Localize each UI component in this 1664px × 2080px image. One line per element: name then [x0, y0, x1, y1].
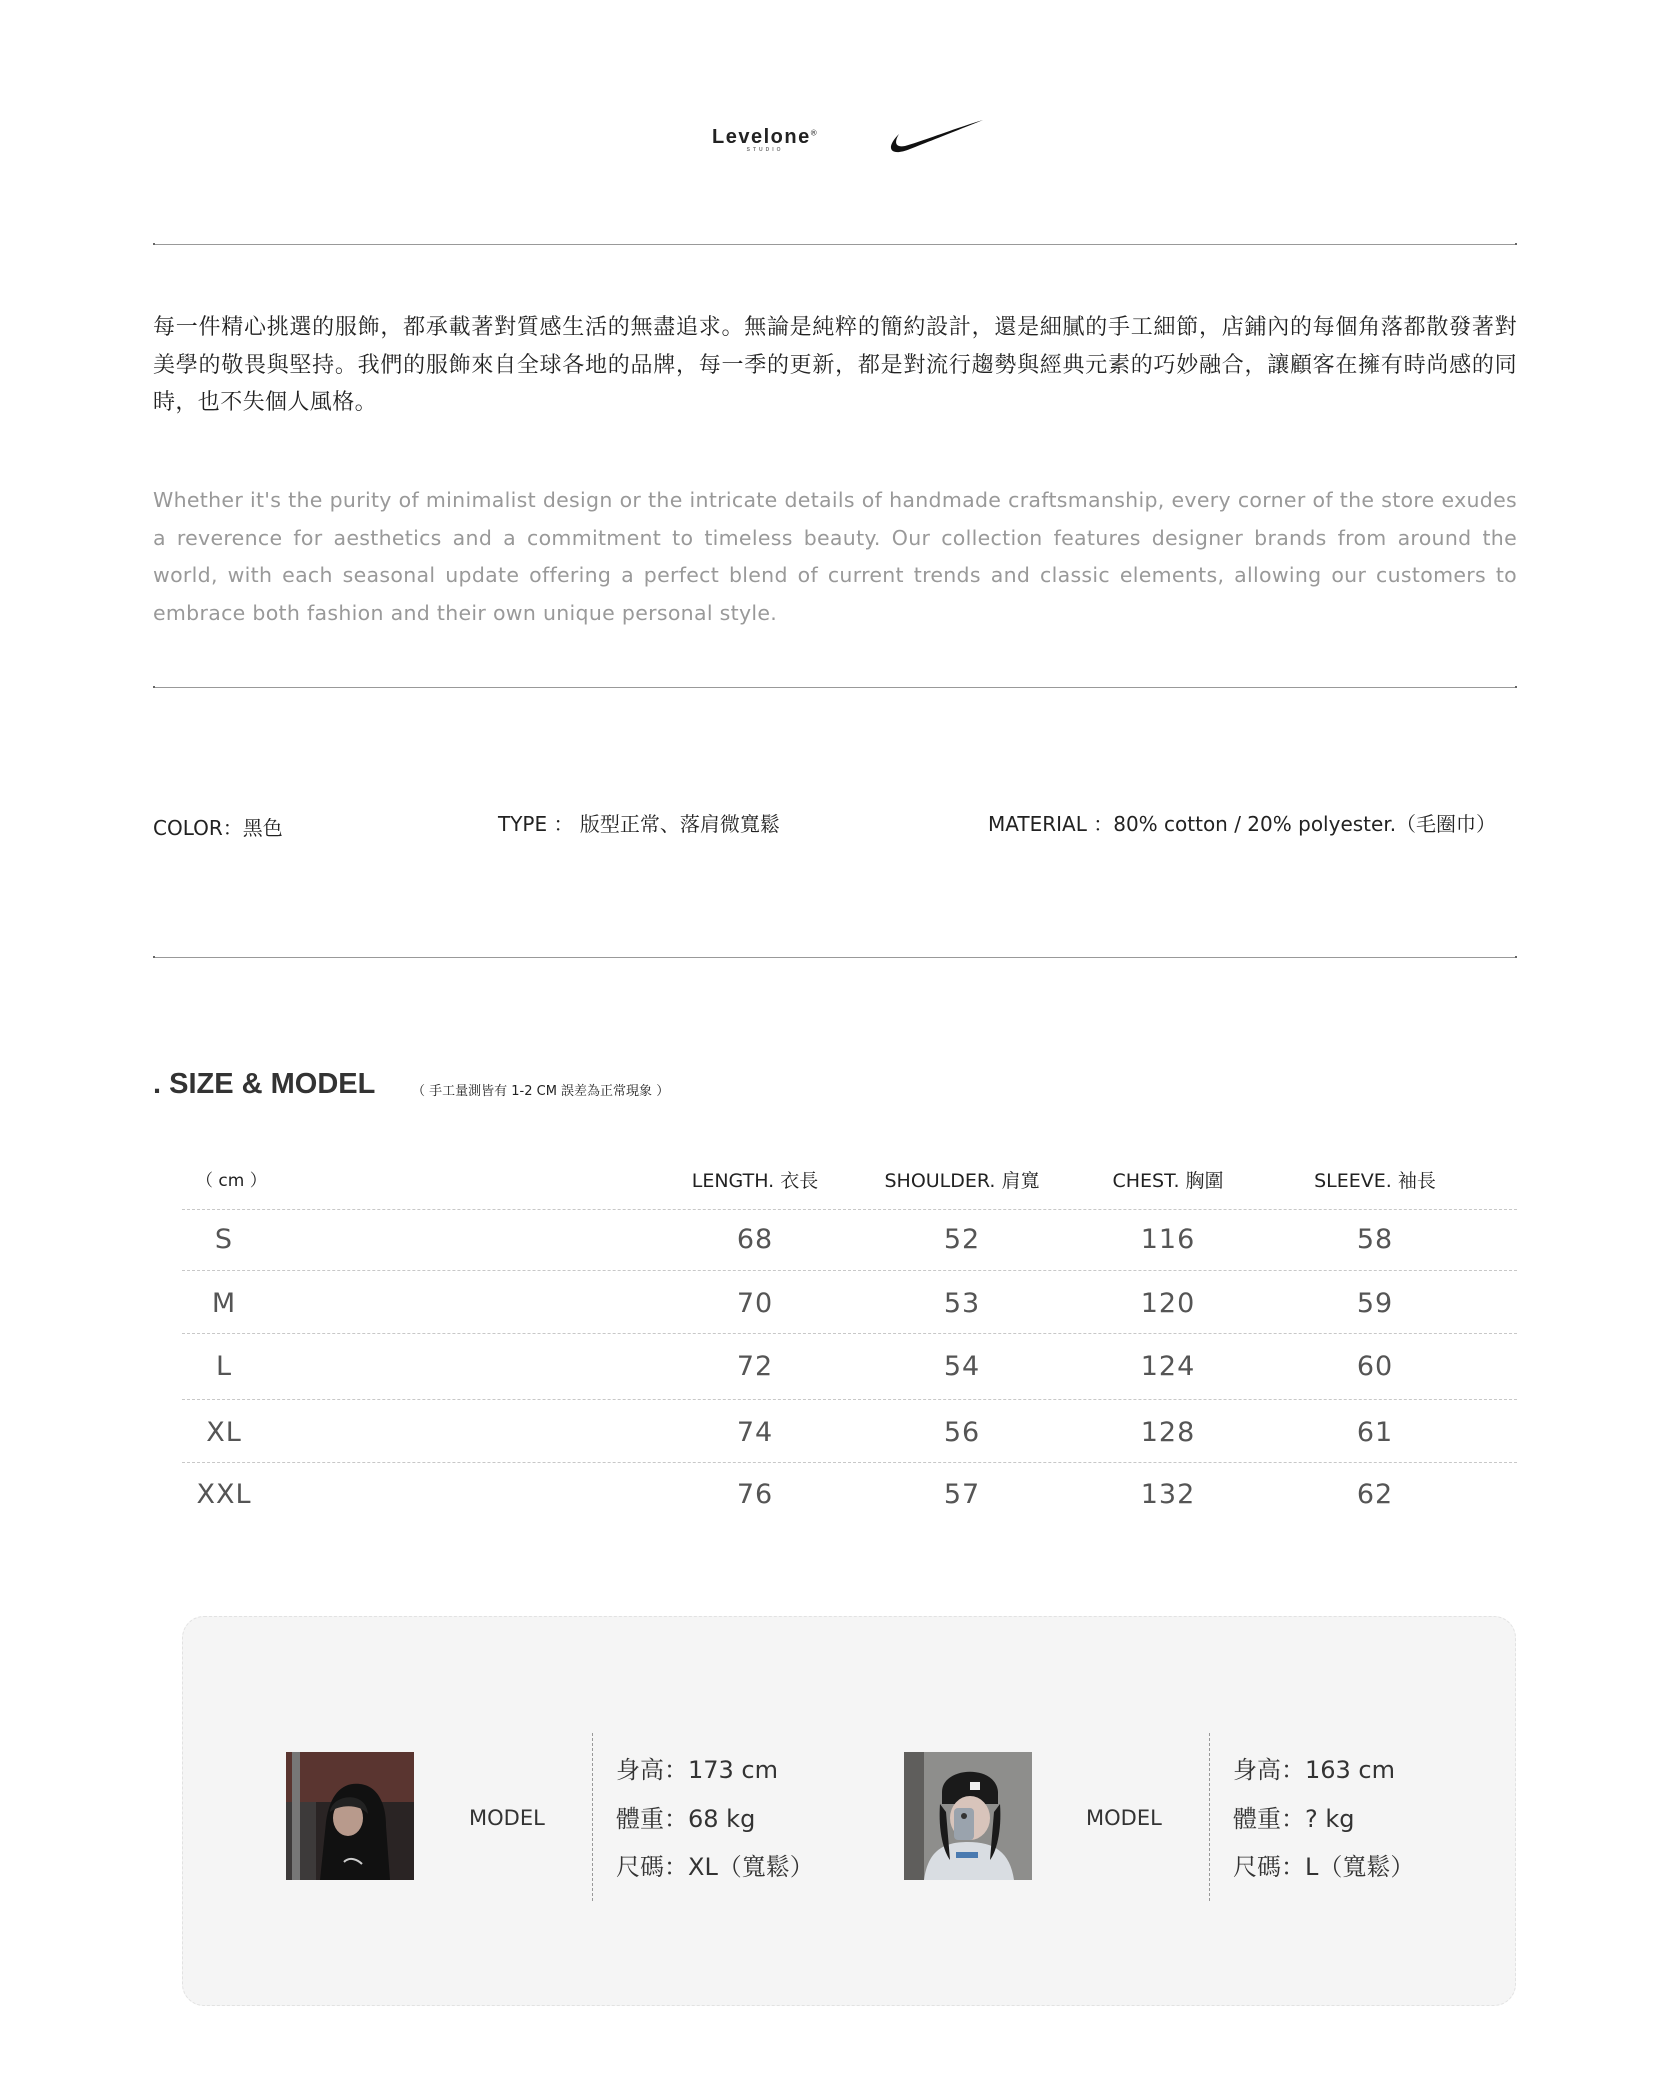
- table-divider: [182, 1270, 1517, 1271]
- spec-color: COLOR：黑色: [153, 816, 283, 840]
- model-divider-1: [592, 1733, 593, 1901]
- size-note: （ 手工量測皆有 1-2 CM 誤差為正常現象 ）: [412, 1084, 670, 1099]
- header-shoulder: SHOULDER. 肩寬: [884, 1170, 1040, 1192]
- sleeve-cell: 62: [1356, 1479, 1394, 1510]
- table-divider: [182, 1333, 1517, 1334]
- model-label-2: MODEL: [1086, 1806, 1162, 1830]
- model-2-weight: 體重：? kg: [1233, 1805, 1355, 1833]
- size-cell: S: [214, 1224, 234, 1255]
- length-cell: 72: [736, 1351, 774, 1382]
- sleeve-cell: 59: [1356, 1288, 1394, 1319]
- shoulder-cell: 57: [943, 1479, 981, 1510]
- shoulder-cell: 53: [943, 1288, 981, 1319]
- header-sleeve: SLEEVE. 袖長: [1314, 1170, 1436, 1192]
- length-cell: 68: [736, 1224, 774, 1255]
- levelone-logo-text: Levelone: [712, 126, 811, 148]
- levelone-logo-sub: STUDIO: [746, 147, 784, 153]
- size-cell: XXL: [196, 1479, 252, 1510]
- size-cell: XL: [206, 1417, 242, 1448]
- chest-cell: 120: [1140, 1288, 1196, 1319]
- shoulder-cell: 56: [943, 1417, 981, 1448]
- divider: [153, 244, 1517, 245]
- length-cell: 76: [736, 1479, 774, 1510]
- chest-cell: 116: [1140, 1224, 1196, 1255]
- size-section-title: . SIZE & MODEL: [153, 1068, 376, 1100]
- table-divider: [182, 1209, 1517, 1210]
- size-cell: M: [211, 1288, 237, 1319]
- levelone-logo: Levelone® STUDIO: [712, 126, 819, 153]
- shoulder-cell: 54: [943, 1351, 981, 1382]
- chest-cell: 124: [1140, 1351, 1196, 1382]
- sleeve-cell: 58: [1356, 1224, 1394, 1255]
- divider: [153, 957, 1517, 958]
- spec-type: TYPE ： 版型正常、落肩微寬鬆: [498, 812, 780, 836]
- model-divider-2: [1209, 1733, 1210, 1901]
- sleeve-cell: 60: [1356, 1351, 1394, 1382]
- spec-material: MATERIAL ：80% cotton / 20% polyester.（毛圈巾）: [988, 812, 1497, 836]
- header-length: LENGTH. 衣長: [691, 1170, 819, 1192]
- chest-cell: 128: [1140, 1417, 1196, 1448]
- model-1-size: 尺碼：XL（寬鬆）: [616, 1853, 814, 1881]
- shoulder-cell: 52: [943, 1224, 981, 1255]
- length-cell: 70: [736, 1288, 774, 1319]
- model-label-1: MODEL: [469, 1806, 545, 1830]
- length-cell: 74: [736, 1417, 774, 1448]
- model-2-height: 身高：163 cm: [1233, 1756, 1396, 1784]
- model-1-height: 身高：173 cm: [616, 1756, 779, 1784]
- size-cell: L: [215, 1351, 233, 1382]
- table-divider: [182, 1462, 1517, 1463]
- model-2-size: 尺碼：L（寬鬆）: [1233, 1853, 1415, 1881]
- model-photo-2: [904, 1752, 1032, 1880]
- sleeve-cell: 61: [1356, 1417, 1394, 1448]
- divider: [153, 687, 1517, 688]
- intro-english: Whether it's the purity of minimalist design or the intricate details of handmade craftsmanship, every corner of the store exudes a reverence for aesthetics and a commitment to timeless beauty. Our collection features designer brands from around the world, with each seasonal update offering a perfect blend of current trends and classic elements, allowing our customers to embrace both fashion and their own unique personal style.: [153, 488, 1517, 625]
- nike-swoosh-logo-icon: [888, 118, 984, 158]
- model-1-weight: 體重：68 kg: [616, 1805, 756, 1833]
- header-chest: CHEST. 胸圍: [1112, 1170, 1224, 1192]
- intro-chinese: 每一件精心挑選的服飾，都承載著對質感生活的無盡追求。無論是純粹的簡約設計，還是細膩的手工細節，店鋪內的每個角落都散發著對美學的敬畏與堅持。我們的服飾來自全球各地的品牌，每一季的更新，都是對流行趨勢與經典元素的巧妙融合，讓顧客在擁有時尚感的同時，也不失個人風格。: [153, 315, 1517, 415]
- model-photo-1: [286, 1752, 414, 1880]
- chest-cell: 132: [1140, 1479, 1196, 1510]
- unit-label: （ cm ）: [196, 1171, 267, 1191]
- table-divider: [182, 1399, 1517, 1400]
